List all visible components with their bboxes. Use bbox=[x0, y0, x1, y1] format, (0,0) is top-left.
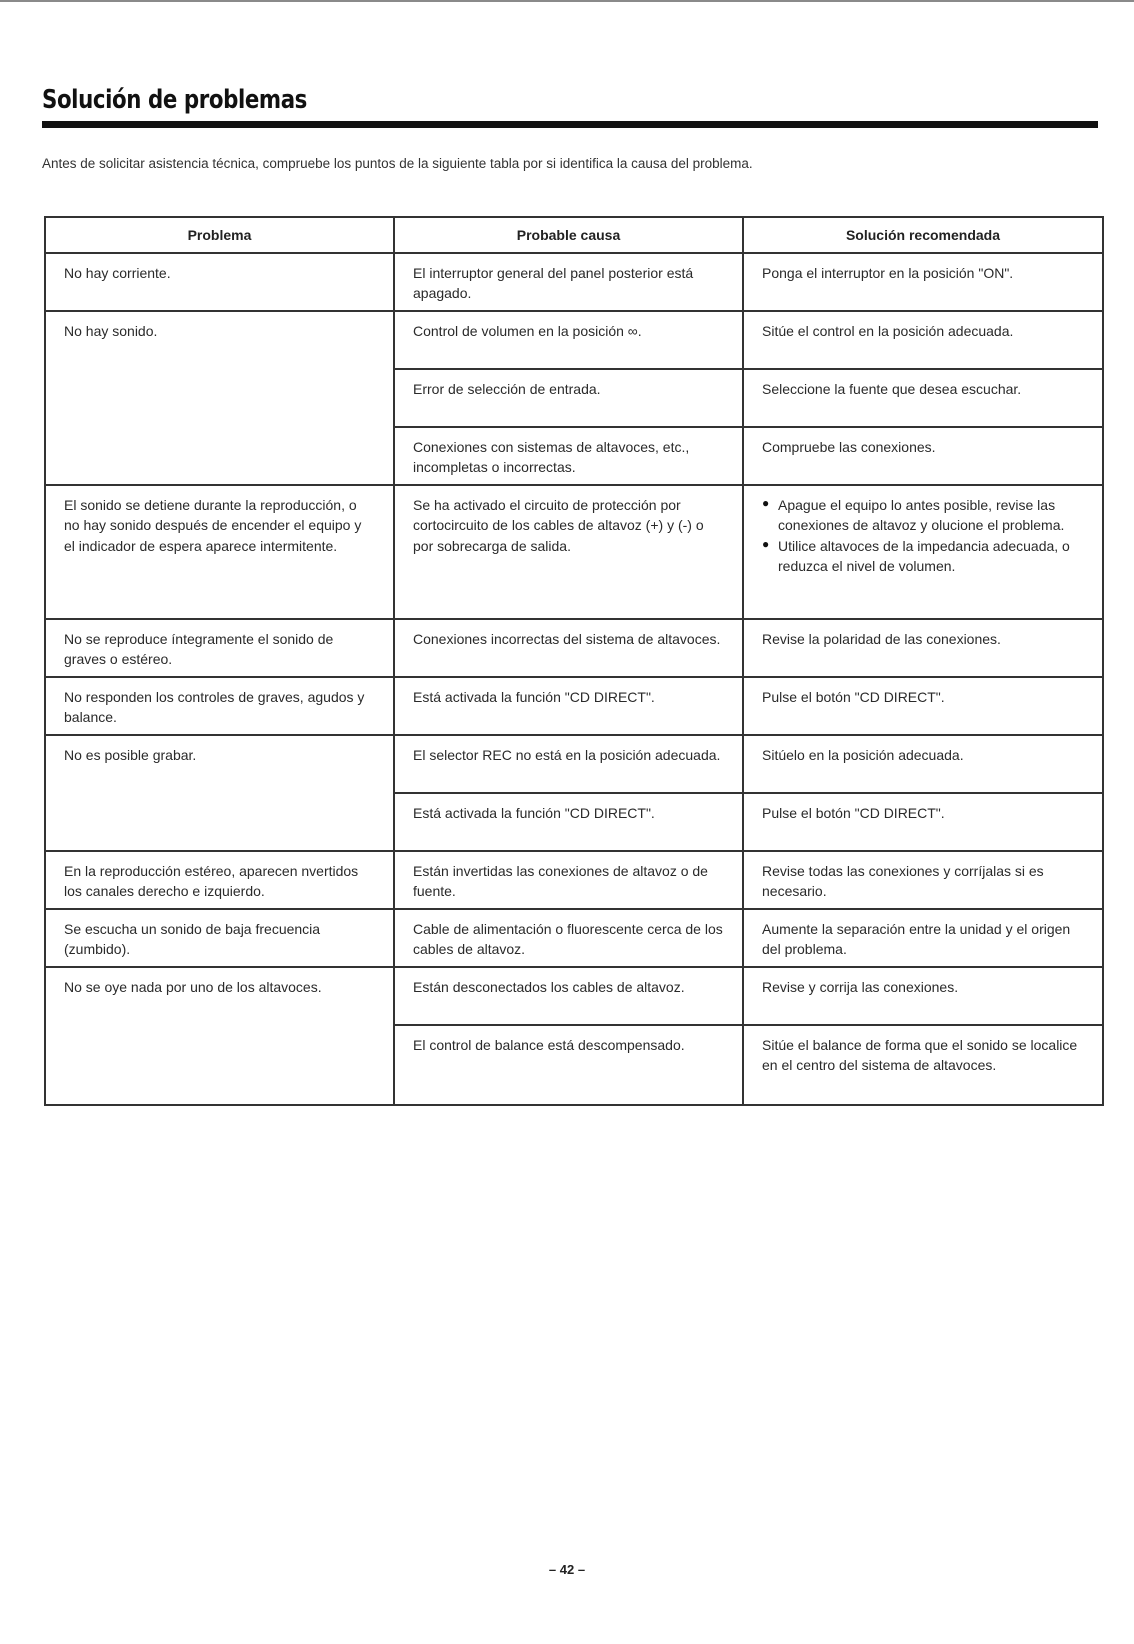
cause-cell: Están desconectados los cables de altavoz. bbox=[394, 967, 743, 1025]
solution-cell: Ponga el interruptor en la posición "ON". bbox=[743, 253, 1103, 311]
bullet-icon: ● bbox=[762, 536, 770, 551]
cause-cell: Se ha activado el circuito de protección por cortocircuito de los cables de altavoz (+) y (-) o por sobrecarga de salida. bbox=[394, 485, 743, 619]
table-row bbox=[45, 253, 1103, 311]
solution-cell: Aumente la separación entre la unidad y el origen del problema. bbox=[743, 909, 1103, 967]
cause-cell: Está activada la función "CD DIRECT". bbox=[394, 677, 743, 735]
solution-cell: Pulse el botón "CD DIRECT". bbox=[743, 793, 1103, 851]
table-row bbox=[45, 311, 1103, 369]
cause-cell: Error de selección de entrada. bbox=[394, 369, 743, 427]
problem-cell: No hay sonido. bbox=[45, 311, 394, 485]
cause-cell: Está activada la función "CD DIRECT". bbox=[394, 793, 743, 851]
solution-cell: Sitúe el balance de forma que el sonido se localice en el centro del sistema de altavoces. bbox=[743, 1025, 1103, 1105]
cause-cell: El interruptor general del panel posterior está apagado. bbox=[394, 253, 743, 311]
cause-cell: Conexiones con sistemas de altavoces, etc., incompletas o incorrectas. bbox=[394, 427, 743, 485]
header-solution: Solución recomendada bbox=[743, 217, 1103, 253]
table-row bbox=[45, 967, 1103, 1025]
table-header-row bbox=[45, 217, 1103, 253]
solution-list-item bbox=[762, 495, 1084, 536]
solution-cell: Sitúe el control en la posición adecuada. bbox=[743, 311, 1103, 369]
header-cause: Probable causa bbox=[394, 217, 743, 253]
page-title: Solución de problemas bbox=[42, 85, 307, 115]
solution-cell: Sitúelo en la posición adecuada. bbox=[743, 735, 1103, 793]
problem-cell: No se reproduce íntegramente el sonido de graves o estéreo. bbox=[45, 619, 394, 677]
table-row bbox=[45, 485, 1103, 619]
solution-cell: Pulse el botón "CD DIRECT". bbox=[743, 677, 1103, 735]
solution-cell: Compruebe las conexiones. bbox=[743, 427, 1103, 485]
table-row bbox=[45, 619, 1103, 677]
solution-cell: Revise y corrija las conexiones. bbox=[743, 967, 1103, 1025]
solution-list bbox=[762, 495, 1084, 576]
solution-list-item bbox=[762, 536, 1084, 577]
problem-cell: No responden los controles de graves, agudos y balance. bbox=[45, 677, 394, 735]
table-row bbox=[45, 909, 1103, 967]
cause-cell: Control de volumen en la posición ∞. bbox=[394, 311, 743, 369]
solution-item-text: Utilice altavoces de la impedancia adecuada, o reduzca el nivel de volumen. bbox=[778, 537, 1070, 574]
cause-cell: El control de balance está descompensado. bbox=[394, 1025, 743, 1105]
cause-cell: Conexiones incorrectas del sistema de altavoces. bbox=[394, 619, 743, 677]
problem-cell: No es posible grabar. bbox=[45, 735, 394, 851]
solution-cell bbox=[743, 485, 1103, 619]
cause-cell: Están invertidas las conexiones de altavoz o de fuente. bbox=[394, 851, 743, 909]
problem-cell: No hay corriente. bbox=[45, 253, 394, 311]
table-row bbox=[45, 677, 1103, 735]
solution-item-text: Apague el equipo lo antes posible, revise las conexiones de altavoz y olucione el problema. bbox=[778, 497, 1065, 534]
solution-cell: Seleccione la fuente que desea escuchar. bbox=[743, 369, 1103, 427]
solution-cell: Revise todas las conexiones y corríjalas si es necesario. bbox=[743, 851, 1103, 909]
solution-cell: Revise la polaridad de las conexiones. bbox=[743, 619, 1103, 677]
troubleshooting-table bbox=[44, 216, 1104, 1106]
problem-cell: El sonido se detiene durante la reproducción, o no hay sonido después de encender el equipo y el indicador de espera aparece intermitente. bbox=[45, 485, 394, 619]
problem-cell: No se oye nada por uno de los altavoces. bbox=[45, 967, 394, 1105]
problem-cell: Se escucha un sonido de baja frecuencia (zumbido). bbox=[45, 909, 394, 967]
cause-cell: Cable de alimentación o fluorescente cerca de los cables de altavoz. bbox=[394, 909, 743, 967]
header-problem: Problema bbox=[45, 217, 394, 253]
intro-text: Antes de solicitar asistencia técnica, compruebe los puntos de la siguiente tabla por si identifica la causa del problema. bbox=[42, 156, 753, 171]
cause-cell: El selector REC no está en la posición adecuada. bbox=[394, 735, 743, 793]
page-number: – 42 – bbox=[548, 1562, 586, 1577]
bullet-icon: ● bbox=[762, 496, 770, 510]
problem-cell: En la reproducción estéreo, aparecen nvertidos los canales derecho e izquierdo. bbox=[45, 851, 394, 909]
top-rule bbox=[0, 0, 1134, 2]
table-row bbox=[45, 735, 1103, 793]
table-row bbox=[45, 851, 1103, 909]
title-rule bbox=[42, 121, 1098, 128]
